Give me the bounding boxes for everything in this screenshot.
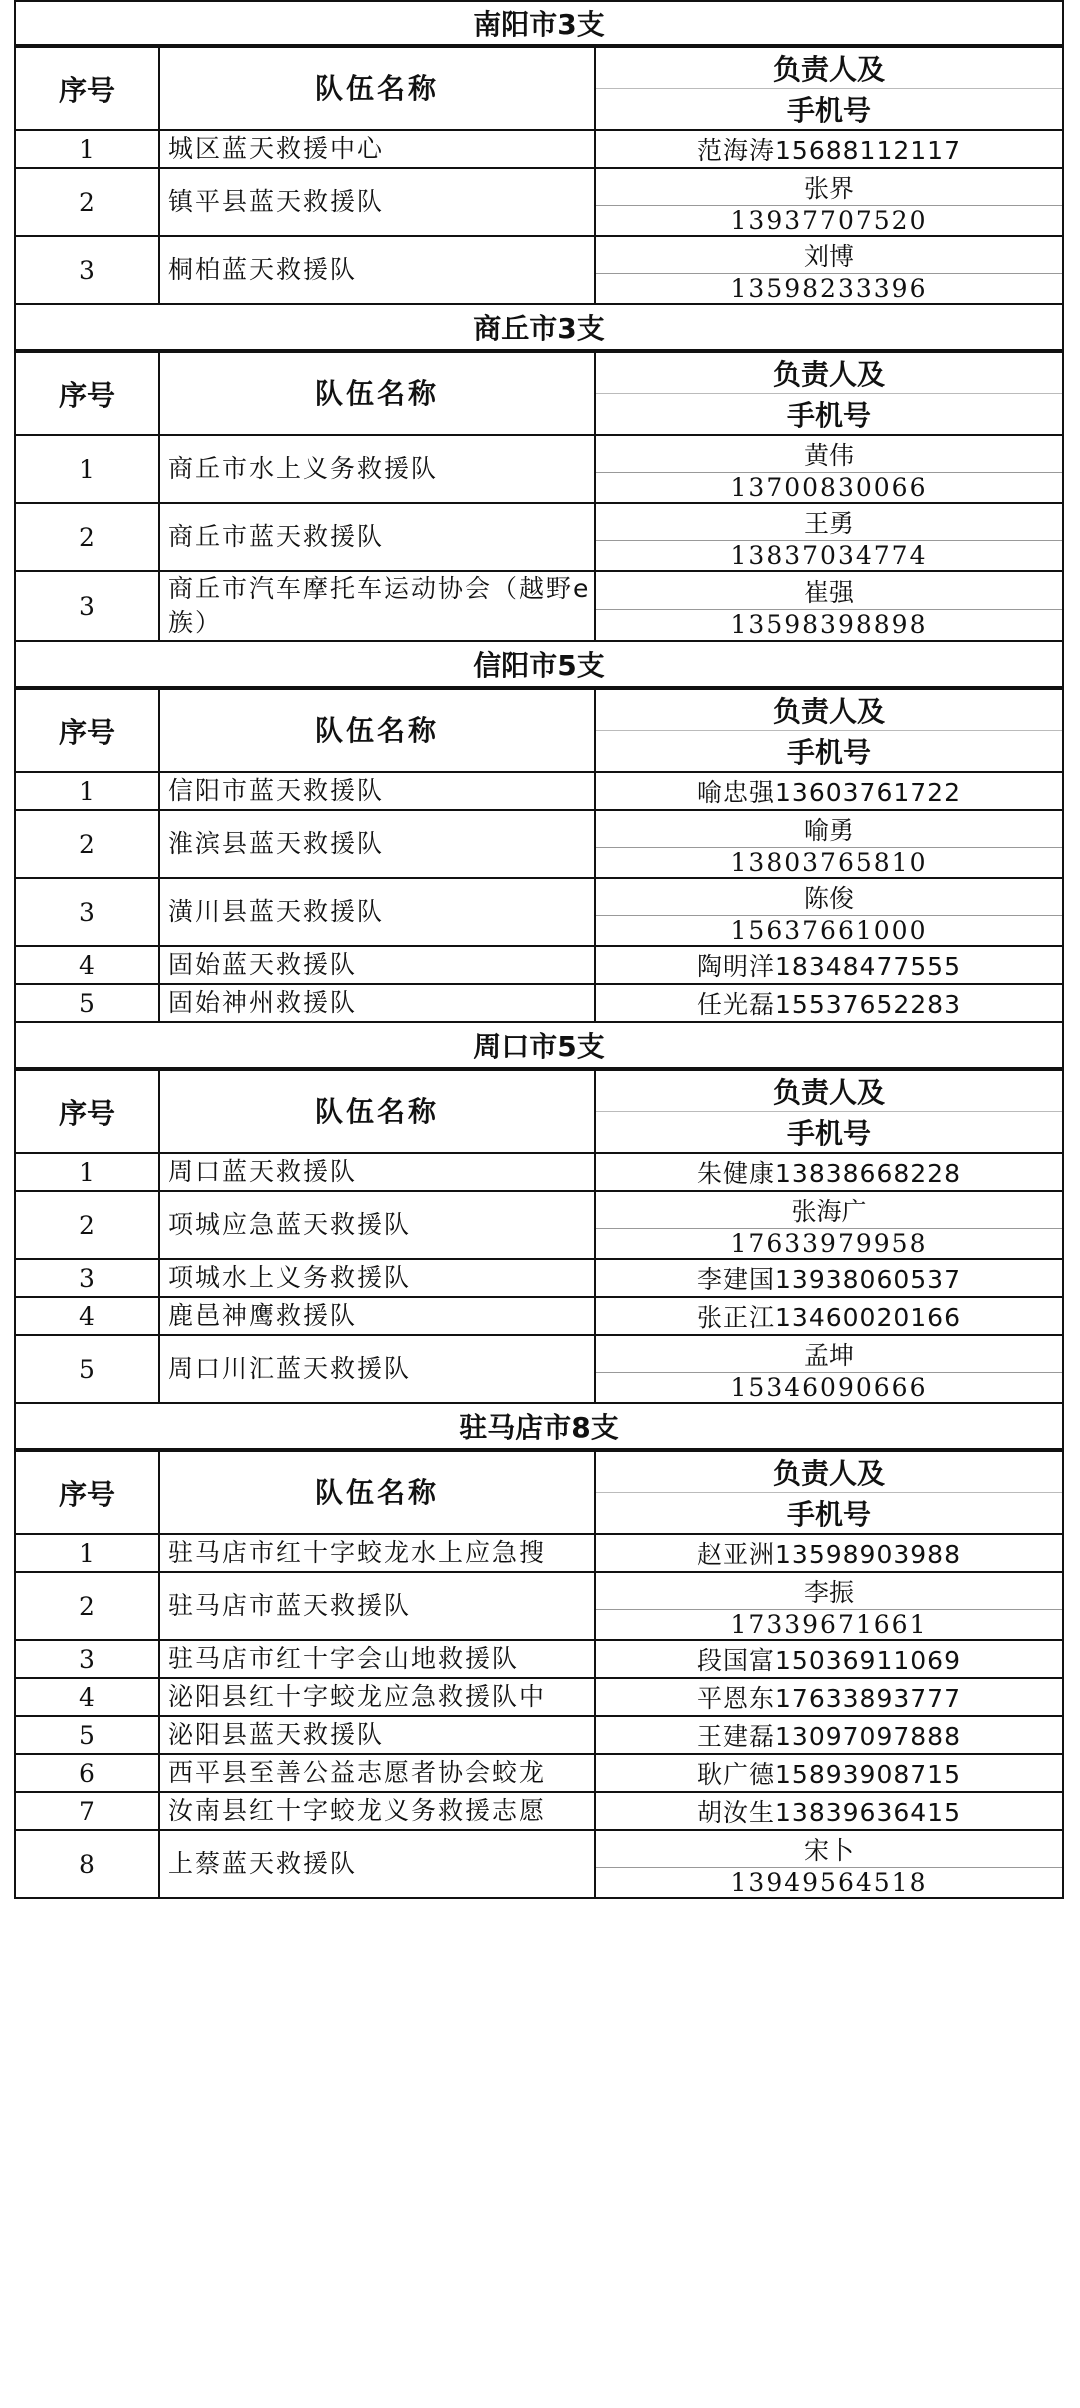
header-contact-line1: 负责人及: [596, 1071, 1062, 1112]
header-contact-line1: 负责人及: [596, 48, 1062, 89]
contact-name-phone: 平恩东17633893777: [697, 1684, 961, 1713]
team-name: 周口川汇蓝天救援队: [159, 1335, 595, 1403]
table-row: [15, 130, 1063, 168]
contact-cell: [595, 236, 1063, 304]
header-contact: [595, 1070, 1063, 1153]
header-contact: [595, 689, 1063, 772]
row-index: 2: [15, 1572, 159, 1640]
header-index: 序号: [15, 47, 159, 130]
contact-name-phone: 耿广德15893908715: [697, 1760, 961, 1789]
contact-name: 黄伟: [596, 436, 1062, 473]
team-table: [14, 1069, 1064, 1404]
table-row: [15, 1534, 1063, 1572]
table-row: [15, 435, 1063, 503]
row-index: 1: [15, 772, 159, 810]
contact-name-phone: 张正江13460020166: [697, 1303, 961, 1332]
header-contact-line2: 手机号: [786, 1117, 871, 1150]
contact-cell: [595, 435, 1063, 503]
row-index: 3: [15, 1259, 159, 1297]
header-contact-line1: 负责人及: [596, 690, 1062, 731]
team-name: 西平县至善公益志愿者协会蛟龙: [159, 1754, 595, 1792]
row-index: 7: [15, 1792, 159, 1830]
row-index: 1: [15, 130, 159, 168]
section-title: 商丘市3支: [14, 305, 1064, 351]
header-team-name: 队伍名称: [159, 689, 595, 772]
contact-cell: [595, 168, 1063, 236]
contact-cell: [595, 1297, 1063, 1335]
table-row: [15, 1153, 1063, 1191]
contact-cell: [595, 1830, 1063, 1898]
team-table: [14, 46, 1064, 305]
row-index: 2: [15, 810, 159, 878]
header-contact-line2: 手机号: [786, 94, 871, 127]
header-contact-line2: 手机号: [786, 1498, 871, 1531]
contact-phone: 15346090666: [730, 1373, 928, 1402]
contact-name: 张海广: [596, 1192, 1062, 1229]
contact-name-phone: 王建磊13097097888: [697, 1722, 961, 1751]
section-title: 南阳市3支: [14, 0, 1064, 46]
contact-name-phone: 陶明洋18348477555: [697, 952, 961, 981]
row-index: 3: [15, 571, 159, 641]
team-name: 项城水上义务救援队: [159, 1259, 595, 1297]
contact-name-phone: 朱健康13838668228: [697, 1159, 961, 1188]
header-contact-line2: 手机号: [786, 399, 871, 432]
contact-cell: [595, 878, 1063, 946]
header-team-name: 队伍名称: [159, 1070, 595, 1153]
team-name: 固始神州救援队: [159, 984, 595, 1022]
contact-cell: [595, 571, 1063, 641]
header-team-name: 队伍名称: [159, 352, 595, 435]
contact-name: 王勇: [596, 504, 1062, 541]
row-index: 4: [15, 1678, 159, 1716]
contact-cell: [595, 1678, 1063, 1716]
team-table: [14, 688, 1064, 1023]
header-contact-line2: 手机号: [786, 736, 871, 769]
header-team-name: 队伍名称: [159, 1451, 595, 1534]
row-index: 3: [15, 236, 159, 304]
contact-name-phone: 范海涛15688112117: [697, 136, 961, 165]
team-name: 淮滨县蓝天救援队: [159, 810, 595, 878]
table-row: [15, 1335, 1063, 1403]
table-header-row: [15, 1070, 1063, 1153]
rescue-team-document: [14, 0, 1064, 1899]
team-name: 潢川县蓝天救援队: [159, 878, 595, 946]
team-name: 泌阳县红十字蛟龙应急救援队中: [159, 1678, 595, 1716]
table-row: [15, 772, 1063, 810]
contact-name: 孟坤: [596, 1336, 1062, 1373]
table-row: [15, 810, 1063, 878]
section-title: 驻马店市8支: [14, 1404, 1064, 1450]
row-index: 2: [15, 503, 159, 571]
header-contact: [595, 1451, 1063, 1534]
team-name: 城区蓝天救援中心: [159, 130, 595, 168]
team-name: 镇平县蓝天救援队: [159, 168, 595, 236]
team-name: 商丘市蓝天救援队: [159, 503, 595, 571]
table-row: [15, 878, 1063, 946]
row-index: 3: [15, 878, 159, 946]
table-row: [15, 1830, 1063, 1898]
header-index: 序号: [15, 1451, 159, 1534]
team-name: 驻马店市红十字会山地救援队: [159, 1640, 595, 1678]
team-name: 泌阳县蓝天救援队: [159, 1716, 595, 1754]
table-row: [15, 1678, 1063, 1716]
row-index: 5: [15, 1716, 159, 1754]
table-header-row: [15, 1451, 1063, 1534]
table-row: [15, 1792, 1063, 1830]
section-title: 信阳市5支: [14, 642, 1064, 688]
contact-name: 陈俊: [596, 879, 1062, 916]
contact-cell: [595, 1335, 1063, 1403]
team-table: [14, 351, 1064, 642]
contact-phone: 13598398898: [730, 610, 928, 639]
contact-cell: [595, 1534, 1063, 1572]
contact-cell: [595, 1191, 1063, 1259]
header-index: 序号: [15, 689, 159, 772]
section-title: 周口市5支: [14, 1023, 1064, 1069]
header-team-name: 队伍名称: [159, 47, 595, 130]
contact-name-phone: 段国富15036911069: [697, 1646, 961, 1675]
table-row: [15, 984, 1063, 1022]
table-header-row: [15, 352, 1063, 435]
contact-name-phone: 李建国13938060537: [697, 1265, 961, 1294]
contact-cell: [595, 503, 1063, 571]
team-name: 周口蓝天救援队: [159, 1153, 595, 1191]
contact-name: 崔强: [596, 573, 1062, 610]
contact-name-phone: 赵亚洲13598903988: [697, 1540, 961, 1569]
table-row: [15, 503, 1063, 571]
table-row: [15, 1754, 1063, 1792]
table-row: [15, 1259, 1063, 1297]
contact-phone: 15637661000: [730, 916, 928, 945]
contact-cell: [595, 1754, 1063, 1792]
team-table: [14, 1450, 1064, 1899]
row-index: 5: [15, 984, 159, 1022]
table-header-row: [15, 47, 1063, 130]
contact-cell: [595, 1640, 1063, 1678]
team-name: 固始蓝天救援队: [159, 946, 595, 984]
contact-name: 张界: [596, 169, 1062, 206]
team-name: 鹿邑神鹰救援队: [159, 1297, 595, 1335]
contact-phone: 13937707520: [730, 206, 928, 235]
row-index: 3: [15, 1640, 159, 1678]
contact-cell: [595, 130, 1063, 168]
team-name: 桐柏蓝天救援队: [159, 236, 595, 304]
team-name: 商丘市水上义务救援队: [159, 435, 595, 503]
row-index: 4: [15, 1297, 159, 1335]
row-index: 8: [15, 1830, 159, 1898]
team-name: 项城应急蓝天救援队: [159, 1191, 595, 1259]
row-index: 1: [15, 435, 159, 503]
contact-cell: [595, 1716, 1063, 1754]
team-name: 上蔡蓝天救援队: [159, 1830, 595, 1898]
contact-name-phone: 任光磊15537652283: [697, 990, 961, 1019]
contact-cell: [595, 984, 1063, 1022]
contact-name: 刘博: [596, 237, 1062, 274]
table-row: [15, 571, 1063, 641]
contact-phone: 17339671661: [730, 1610, 928, 1639]
header-contact-line1: 负责人及: [596, 353, 1062, 394]
contact-phone: 13803765810: [730, 848, 928, 877]
table-row: [15, 1297, 1063, 1335]
contact-name-phone: 胡汝生13839636415: [697, 1798, 961, 1827]
header-contact: [595, 47, 1063, 130]
row-index: 2: [15, 1191, 159, 1259]
row-index: 2: [15, 168, 159, 236]
table-row: [15, 946, 1063, 984]
table-row: [15, 1572, 1063, 1640]
header-index: 序号: [15, 352, 159, 435]
contact-phone: 13598233396: [730, 274, 928, 303]
team-name: 信阳市蓝天救援队: [159, 772, 595, 810]
contact-cell: [595, 1259, 1063, 1297]
row-index: 1: [15, 1153, 159, 1191]
contact-cell: [595, 1792, 1063, 1830]
team-name: 驻马店市蓝天救援队: [159, 1572, 595, 1640]
table-row: [15, 1640, 1063, 1678]
contact-cell: [595, 1572, 1063, 1640]
contact-phone: 13837034774: [730, 541, 928, 570]
contact-name-phone: 喻忠强13603761722: [697, 778, 961, 807]
table-header-row: [15, 689, 1063, 772]
table-row: [15, 1191, 1063, 1259]
table-row: [15, 168, 1063, 236]
contact-phone: 13949564518: [730, 1868, 928, 1897]
contact-phone: 17633979958: [730, 1229, 928, 1258]
contact-name: 宋卜: [596, 1831, 1062, 1868]
row-index: 6: [15, 1754, 159, 1792]
contact-cell: [595, 810, 1063, 878]
team-name: 汝南县红十字蛟龙义务救援志愿: [159, 1792, 595, 1830]
table-row: [15, 236, 1063, 304]
team-name: 驻马店市红十字蛟龙水上应急搜: [159, 1534, 595, 1572]
contact-name: 李振: [596, 1573, 1062, 1610]
team-name: 商丘市汽车摩托车运动协会（越野e族）: [159, 571, 595, 641]
contact-name: 喻勇: [596, 811, 1062, 848]
row-index: 5: [15, 1335, 159, 1403]
header-index: 序号: [15, 1070, 159, 1153]
header-contact-line1: 负责人及: [596, 1452, 1062, 1493]
contact-phone: 13700830066: [730, 473, 928, 502]
contact-cell: [595, 1153, 1063, 1191]
contact-cell: [595, 946, 1063, 984]
header-contact: [595, 352, 1063, 435]
row-index: 4: [15, 946, 159, 984]
table-row: [15, 1716, 1063, 1754]
row-index: 1: [15, 1534, 159, 1572]
contact-cell: [595, 772, 1063, 810]
